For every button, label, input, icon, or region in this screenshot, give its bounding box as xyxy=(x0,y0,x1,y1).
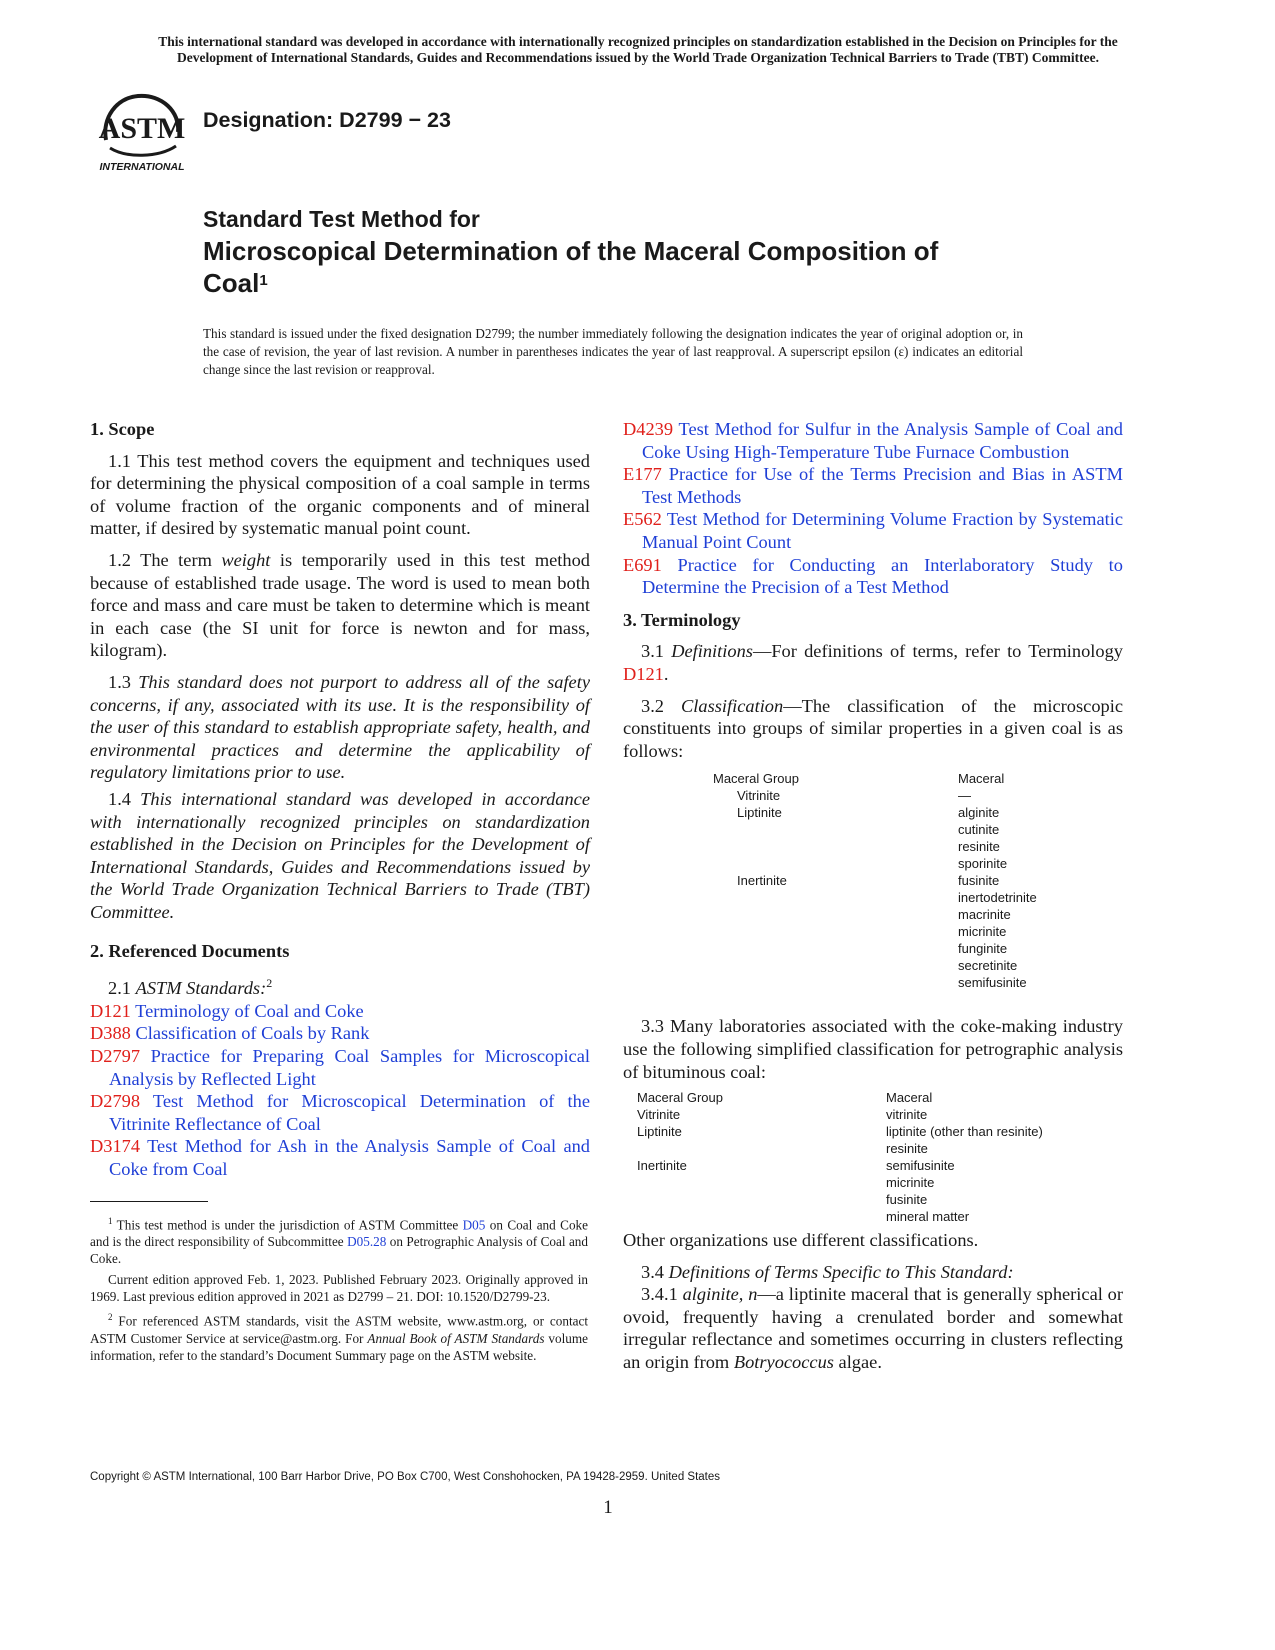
table-cell: Inertinite xyxy=(737,873,787,889)
title-line-3 xyxy=(203,267,1203,299)
table-row xyxy=(713,906,1037,923)
title-line-1: Standard Test Method for xyxy=(203,206,480,232)
table-row xyxy=(637,1106,1043,1123)
scope-1-4 xyxy=(90,788,590,924)
ref-item[interactable] xyxy=(90,1022,590,1045)
ref-item[interactable] xyxy=(90,1000,590,1023)
table-cell: cutinite xyxy=(958,822,1000,838)
scope-1-3 xyxy=(90,671,590,784)
refdocs-2-1-sup: 2 xyxy=(266,976,273,991)
table-cell: vitrinite xyxy=(886,1107,928,1123)
scope-1-3-em: This standard does not purport to address all of the safety concerns, if any, associated with its use. It is the responsibility of the user of this standard to establish appropriate safety, health, and environmental practices and determine the applicability of regulatory limitations prior to use. xyxy=(90,671,590,783)
term-3-2 xyxy=(623,695,1123,763)
other-orgs-note: Other organizations use different classifications. xyxy=(623,1230,979,1251)
footnote-2-b: volume information, refer to the standard’s Document Summary page on the ASTM website. xyxy=(90,1330,588,1363)
issue-note: This standard is issued under the fixed designation D2799; the number immediately following the designation indicates the year of original adoption or, in the case of revision, the year of last revision. A number in parentheses indicates the year of last reapproval. A superscript epsilon (ε) indicates an editorial change since the last revision or reapproval. xyxy=(203,326,1023,377)
table-cell xyxy=(637,1174,886,1191)
ref-title[interactable]: Test Method for Sulfur in the Analysis Sample of Coal and Coke Using High-Temperature Tube Furnace Combustion xyxy=(642,419,1123,462)
table-header: Maceral Group xyxy=(713,771,799,787)
table-row xyxy=(637,1140,1043,1157)
ref-code[interactable]: E177 xyxy=(623,464,662,485)
table-cell: mineral matter xyxy=(886,1209,970,1225)
table-cell xyxy=(713,906,958,923)
title-footnote-mark: 1 xyxy=(259,272,268,289)
table-row xyxy=(637,1123,1043,1140)
table-row xyxy=(713,787,1037,804)
wto-notice-line-1: This international standard was developed in accordance with internationally recognized principles on standardization established in the Decision on Principles for the xyxy=(158,34,1118,49)
table-cell: secretinite xyxy=(958,958,1018,974)
title-line-3-text: Coal xyxy=(203,268,260,298)
table-cell: Inertinite xyxy=(637,1158,687,1174)
footnote-1-a: This test method is under the jurisdiction of ASTM Committee xyxy=(112,1217,463,1233)
term-3-2-num: 3.2 xyxy=(641,695,682,716)
table-header-row xyxy=(637,1089,1043,1106)
table-row xyxy=(713,838,1037,855)
term-3-3: 3.3 Many laboratories associated with the coke-making industry use the following simplified classification for petrographic analysis of bituminous coal: xyxy=(623,1016,1123,1082)
table-cell: macrinite xyxy=(958,907,1011,923)
ref-code[interactable]: E562 xyxy=(623,509,662,530)
table-cell: alginite xyxy=(958,805,1000,821)
ref-item[interactable] xyxy=(623,463,1123,508)
footnote-1 xyxy=(90,1213,588,1267)
refdocs-2-1 xyxy=(90,972,590,1000)
table-cell: resinite xyxy=(958,839,1000,855)
ref-title[interactable]: Terminology of Coal and Coke xyxy=(135,1000,364,1021)
table-cell: inertodetrinite xyxy=(958,890,1037,906)
term-3-1-num: 3.1 xyxy=(641,641,672,662)
table-cell xyxy=(637,1191,886,1208)
scope-1-1: 1.1 This test method covers the equipment and techniques used for determining the physical composition of a coal sample in terms of volume fraction of the organic components and of mineral matter, if desired by systematic manual point count. xyxy=(90,450,590,539)
table-cell: Vitrinite xyxy=(637,1107,681,1123)
scope-1-3-num: 1.3 xyxy=(108,671,139,692)
table-row xyxy=(637,1191,1043,1208)
ref-item[interactable] xyxy=(90,1045,590,1090)
ref-title[interactable]: Classification of Coals by Rank xyxy=(135,1023,370,1044)
table-cell xyxy=(713,940,958,957)
footnote-1-c: on Petrographic Analysis of Coal and Coke. xyxy=(90,1234,588,1267)
astm-logo xyxy=(92,88,192,174)
table-cell xyxy=(637,1208,886,1225)
footnote-1-mark: 1 xyxy=(108,1216,113,1226)
table-cell: fusinite xyxy=(886,1192,928,1208)
ref-code[interactable]: D3174 xyxy=(90,1136,141,1157)
scope-heading: 1. Scope xyxy=(90,419,155,439)
footnote-2-em: Annual Book of ASTM Standards xyxy=(367,1330,545,1346)
term-3-1-end: . xyxy=(663,663,669,684)
table-cell xyxy=(713,821,958,838)
ref-item[interactable] xyxy=(90,1090,590,1135)
title-line-2: Microscopical Determination of the Maceral Composition of xyxy=(203,236,939,266)
page-number: 1 xyxy=(603,1497,613,1518)
footnote-1-b: on Coal and Coke and is the direct responsibility of Subcommittee xyxy=(90,1217,588,1250)
ref-item[interactable] xyxy=(623,554,1123,599)
term-3-4-num: 3.4 xyxy=(641,1261,669,1282)
maceral-table-1 xyxy=(713,770,1037,991)
table-row xyxy=(713,821,1037,838)
table-header-row xyxy=(713,770,1037,787)
table-row xyxy=(713,923,1037,940)
table-cell: semifusinite xyxy=(958,975,1027,991)
footnotes xyxy=(90,1213,588,1368)
table-cell: micrinite xyxy=(886,1175,935,1191)
designation: Designation: D2799 − 23 xyxy=(203,108,451,132)
ref-title[interactable]: Test Method for Microscopical Determination of the Vitrinite Reflectance of Coal xyxy=(109,1091,591,1134)
refdocs-2-1-em: ASTM Standards: xyxy=(135,978,267,999)
table-cell: micrinite xyxy=(958,924,1007,940)
table-row xyxy=(637,1208,1043,1225)
committee-link[interactable]: D05 xyxy=(462,1217,486,1233)
table-cell: resinite xyxy=(886,1141,928,1157)
footnote-2 xyxy=(90,1309,588,1363)
table-row xyxy=(713,804,1037,821)
logo-letters: ASTM xyxy=(98,112,186,145)
table-cell xyxy=(713,889,958,906)
table-row xyxy=(713,974,1037,991)
ref-title[interactable]: Practice for Preparing Coal Samples for Microscopical Analysis by Reflected Light xyxy=(109,1045,590,1089)
ref-code[interactable]: D4239 xyxy=(623,419,674,439)
d121-link[interactable]: D121 xyxy=(623,663,664,684)
maceral-table-2 xyxy=(637,1089,1043,1225)
table-cell: Liptinite xyxy=(737,805,782,821)
term-3-4-1-num: 3.4.1 xyxy=(641,1284,683,1305)
ref-code[interactable]: D121 xyxy=(90,1000,131,1021)
term-3-4-1-em: alginite, n xyxy=(682,1284,758,1305)
ref-title[interactable]: Test Method for Determining Volume Fraction by Systematic Manual Point Count xyxy=(642,509,1124,552)
table-cell xyxy=(713,855,958,872)
term-3-4-1-end: algae. xyxy=(833,1352,882,1373)
table-cell xyxy=(713,923,958,940)
terminology-heading: 3. Terminology xyxy=(623,609,741,630)
table-header: Maceral xyxy=(886,1090,933,1106)
table-row xyxy=(713,957,1037,974)
table-cell xyxy=(637,1140,886,1157)
ref-title[interactable]: Practice for Conducting an Interlaboratory Study to Determine the Precision of a Test Method xyxy=(642,554,1123,598)
table-row xyxy=(713,889,1037,906)
table-cell: sporinite xyxy=(958,856,1008,872)
term-3-1-text: —For definitions of terms, refer to Terminology xyxy=(752,641,1123,662)
table-cell xyxy=(713,957,958,974)
table-row xyxy=(713,855,1037,872)
table-cell: fusinite xyxy=(958,873,1000,889)
ref-title[interactable]: Test Method for Ash in the Analysis Sample of Coal and Coke from Coal xyxy=(109,1136,590,1179)
logo-caption: INTERNATIONAL xyxy=(99,161,185,173)
ref-code[interactable]: E691 xyxy=(623,554,662,575)
ref-title[interactable]: Practice for Use of the Terms Precision and Bias in ASTM Test Methods xyxy=(642,464,1123,507)
footnote-rule xyxy=(90,1201,208,1202)
term-3-2-em: Classification xyxy=(681,695,784,716)
table-row xyxy=(637,1157,1043,1174)
term-3-4-1-em2: Botryococcus xyxy=(733,1352,834,1373)
ref-code[interactable]: D388 xyxy=(90,1023,131,1044)
table-row xyxy=(713,872,1037,889)
table-cell: liptinite (other than resinite) xyxy=(886,1124,1043,1140)
footnote-1-edition: Current edition approved Feb. 1, 2023. Published February 2023. Originally approved in 1969. Last previous edition approved in 2021 as D2799 – 21. DOI: 10.1520/D2799-23. xyxy=(90,1272,588,1305)
scope-1-2 xyxy=(90,549,590,662)
astm-logo-mark xyxy=(92,88,192,174)
left-column xyxy=(90,418,590,1181)
ref-code[interactable]: D2797 xyxy=(90,1045,141,1066)
ref-item[interactable] xyxy=(90,1135,590,1180)
footnote-2-a: For referenced ASTM standards, visit the ASTM website, www.astm.org, or contact ASTM Customer Service at service@astm.org. For xyxy=(90,1313,588,1346)
table-row xyxy=(637,1174,1043,1191)
term-3-4 xyxy=(623,1261,1123,1284)
wto-notice-line-2: Development of International Standards, Guides and Recommendations issued by the World Trade Organization Technical Barriers to Trade (TBT) Committee. xyxy=(176,50,1099,65)
copyright: Copyright © ASTM International, 100 Barr Harbor Drive, PO Box C700, West Conshohocken, PA 19428-2959. United States xyxy=(90,1471,721,1483)
subcommittee-link[interactable]: D05.28 xyxy=(347,1234,387,1250)
table-cell: funginite xyxy=(958,941,1008,957)
scope-1-2-a: 1.2 The term xyxy=(108,549,222,570)
ref-code[interactable]: D2798 xyxy=(90,1091,141,1112)
ref-item[interactable] xyxy=(623,418,1123,463)
ref-item[interactable] xyxy=(623,508,1123,553)
scope-1-2-b: is temporarily used in this test method because of established trade usage. The word is used to mean both force and mass and care must be taken to determine which is meant in each case (the SI unit for force is newton and for mass, kilogram). xyxy=(90,549,590,661)
scope-1-4-num: 1.4 xyxy=(108,788,141,809)
term-3-1 xyxy=(623,640,1123,685)
right-column xyxy=(623,418,1123,1383)
table-cell: semifusinite xyxy=(886,1158,955,1174)
term-3-4-1 xyxy=(623,1283,1123,1373)
table-cell xyxy=(713,974,958,991)
table-cell: — xyxy=(958,788,971,804)
refdocs-2-1-num: 2.1 xyxy=(108,978,136,999)
term-3-4-1-text: —a liptinite maceral that is generally spherical or ovoid, frequently having a crenulated border and somewhat irregular reflectance and sometimes occurring in clusters reflecting an origin from xyxy=(623,1284,1123,1373)
table-cell: Liptinite xyxy=(637,1124,682,1140)
wto-notice xyxy=(88,34,1188,66)
term-3-1-em: Definitions xyxy=(671,641,753,662)
table-row xyxy=(713,940,1037,957)
table-cell: Vitrinite xyxy=(737,788,781,804)
footnote-2-mark: 2 xyxy=(108,1312,113,1323)
document-title xyxy=(203,203,1203,299)
term-3-2-text: —The classification of the microscopic constituents into groups of similar properties in a given coal is as follows: xyxy=(623,695,1123,761)
table-header: Maceral xyxy=(958,771,1005,787)
term-3-4-em: Definitions of Terms Specific to This Standard: xyxy=(668,1261,1014,1282)
scope-1-2-em: weight xyxy=(221,549,271,570)
table-header: Maceral Group xyxy=(637,1090,723,1106)
refdocs-heading: 2. Referenced Documents xyxy=(90,941,290,962)
table-cell xyxy=(713,838,958,855)
scope-1-4-em: This international standard was developed in accordance with internationally recognized principles on standardization established in the Decision on Principles for the Development of International Standards, Guides and Recommendations issued by the World Trade Organization Technical Barriers to Trade (TBT) Committee. xyxy=(90,788,590,922)
